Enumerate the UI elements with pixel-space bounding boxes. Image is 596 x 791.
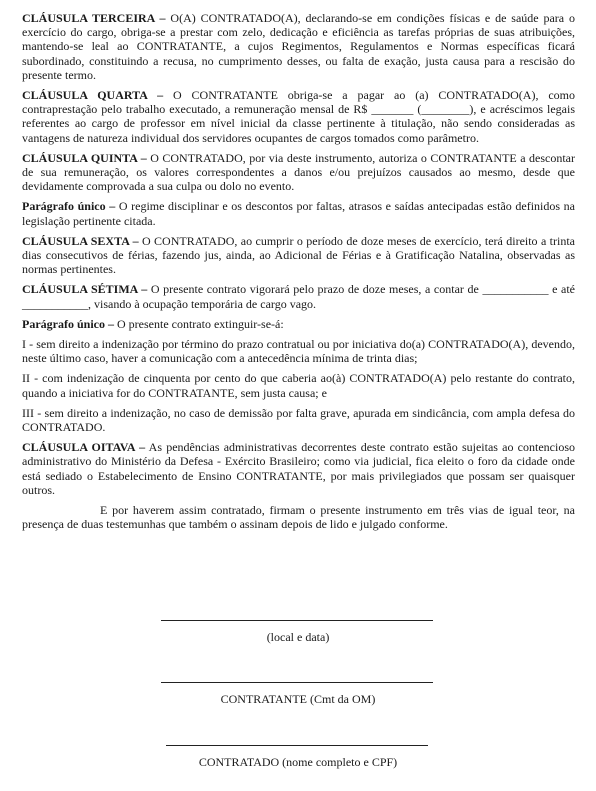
clause-text: O presente contrato vigorará pelo prazo de doze meses, a contar de ___________ e até ___________, visando à ocupação temporária de cargo vago.: [22, 282, 576, 311]
clause-text: O(A) CONTRATADO(A), declarando-se em condições físicas e de saúde para o exercício do cargo, obriga-se a prestar com zelo, dedicação e eficiência as tarefas próprias de suas atribuições, mantendo-se leal ao CONTRATANTE, a cujos Regimentos, Regulamentos e Normas específicas ficará subordinado, constituindo a recusa, no cumprimento desses, ou falta de exação, justa causa para a rescisão do presente termo.: [22, 11, 575, 82]
clause-sexta: [22, 234, 575, 277]
paragraph-heading: Parágrafo único –: [22, 199, 116, 214]
clause-text: O CONTRATADO, ao cumprir o período de doze meses de exercício, terá direito a trinta dias consecutivos de férias, fazendo jus, ainda, ao Adicional de Férias e à Gratificação Natalina, observadas as normas pertinentes.: [22, 233, 575, 277]
item-ii: II - com indenização de cinquenta por cento do que caberia ao(à) CONTRATADO(A) pelo restante do contrato, quando a iniciativa for do CONTRATANTE, sem justa causa; e: [22, 371, 575, 400]
clause-heading: CLÁUSULA QUARTA –: [22, 88, 164, 103]
clause-terceira: [22, 11, 575, 82]
signature-line: [161, 620, 433, 621]
clause-text: O CONTRATANTE obriga-se a pagar ao (a) CONTRATADO(A), como contraprestação pelo trabalho executado, a remuneração mensal de R$ _______ (________), e acréscimos legais referentes ao cargo de professor em nível inicial da classe pertinente à titulação, não sendo consideradas as vantagens de natureza individual dos servidores ocupantes de cargos tomados como parâmetro.: [22, 88, 575, 145]
clause-quarta: [22, 88, 575, 145]
paragraph-text: O regime disciplinar e os descontos por faltas, atrasos e saídas antecipadas estão definidos na legislação pertinente citada.: [22, 199, 575, 228]
signature-line: [166, 745, 428, 746]
signature-contratado: [0, 745, 596, 769]
clause-heading: CLÁUSULA TERCEIRA –: [22, 11, 166, 25]
paragrafo-unico-extincao: [22, 317, 575, 331]
clause-heading: CLÁUSULA QUINTA –: [22, 150, 147, 165]
closing-statement: E por haverem assim contratado, firmam o presente instrumento em três vias de igual teor, na presença de duas testemunhas que também o assinam depois de lido e julgado conforme.: [22, 503, 575, 532]
clause-quinta: [22, 151, 575, 194]
clause-setima: [22, 282, 575, 310]
item-iii: III - sem direito a indenização, no caso de demissão por falta grave, apurada em sindicância, com ampla defesa do CONTRATADO.: [22, 405, 575, 435]
clause-oitava: [22, 440, 575, 497]
signature-contratante: [0, 682, 596, 706]
paragrafo-unico-disciplinar: [22, 199, 575, 227]
paragraph-heading: Parágrafo único –: [22, 316, 114, 331]
paragraph-text: O presente contrato extinguir-se-á:: [114, 316, 284, 331]
item-i: I - sem direito a indenização por término do prazo contratual ou por iniciativa do(a) CONTRATADO(A), devendo, neste último caso, haver a comunicação com a antecedência mínima de trinta dias;: [22, 337, 575, 366]
signature-line: [161, 682, 433, 683]
clause-text: O CONTRATADO, por via deste instrumento, autoriza o CONTRATANTE a descontar de sua remuneração, os valores correspondentes a danos e/ou prejuízos causados ao mesmo, desde que devidamente comprovada a sua culpa ou dolo no evento.: [22, 150, 575, 194]
clause-heading: CLÁUSULA OITAVA –: [22, 440, 146, 455]
clause-heading: CLÁUSULA SÉTIMA –: [22, 282, 148, 297]
signature-local-data: [0, 620, 596, 644]
signature-label: (local e data): [266, 630, 330, 644]
clause-text: As pendências administrativas decorrentes deste contrato estão sujeitas ao contencioso administrativo do Ministério da Defesa - Exército Brasileiro; como via judicial, fica eleito o foro da cidade onde está sediado o Estabelecimento de Ensino CONTRATANTE, por mais privilegiados que possam ser quaisquer outros.: [22, 440, 575, 497]
signature-label: CONTRATADO (nome completo e CPF): [198, 755, 398, 769]
clause-heading: CLÁUSULA SEXTA –: [22, 233, 139, 248]
signature-label: CONTRATANTE (Cmt da OM): [220, 692, 376, 706]
